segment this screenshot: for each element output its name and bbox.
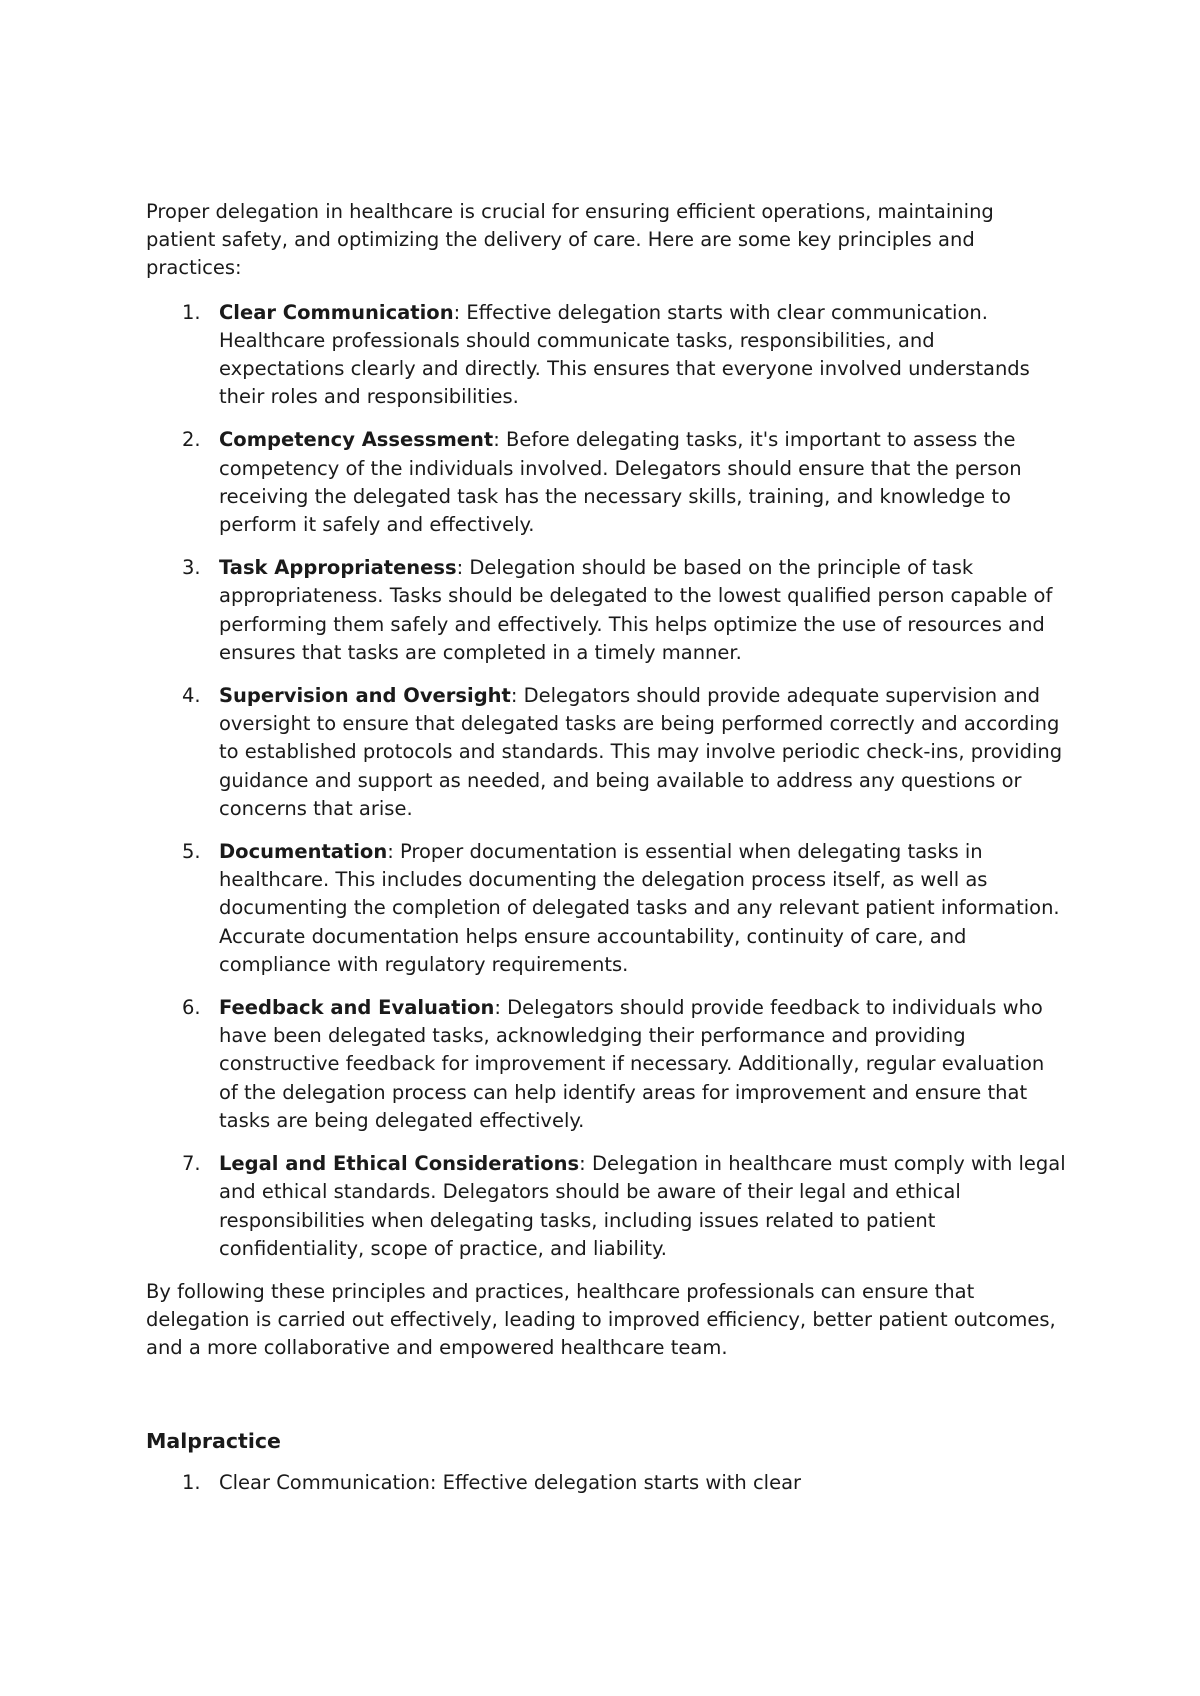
list-item [146, 426, 1066, 539]
malpractice-heading: Malpractice [146, 1428, 281, 1453]
list-number: 1. [182, 300, 201, 324]
principle-text: : Delegators should provide adequate supervision and oversight to ensure that delegated tasks are being performed correctly and according to established protocols and standards. This may involve periodic check-ins, providing guidance and support as needed, and being available to address any questions or concerns that arise. [219, 684, 1063, 820]
list-item [146, 1469, 1066, 1497]
principle-term: Clear Communication [219, 300, 454, 324]
list-item [146, 554, 1066, 667]
principle-term: Supervision and Oversight [219, 684, 511, 708]
list-item [146, 682, 1066, 823]
principles-list [146, 299, 1066, 1263]
list-number: 6. [182, 996, 201, 1020]
principle-term: Feedback and Evaluation [219, 996, 495, 1020]
principle-term: Legal and Ethical Considerations [219, 1152, 580, 1176]
principle-text: : Delegation should be based on the principle of task appropriateness. Tasks should be delegated to the lowest qualified person capable of performing them safely and effectively. This helps optimize the use of resources and ensures that tasks are completed in a timely manner. [219, 556, 1053, 664]
list-item [146, 1150, 1066, 1263]
principle-term: Documentation [219, 840, 388, 864]
list-item [146, 838, 1066, 979]
principle-text: : Delegators should provide feedback to individuals who have been delegated tasks, acknowledging their performance and providing constructive feedback for improvement if necessary. Additionally, regular evaluation of the delegation process can help identify areas for improvement and ensure that tasks are being delegated effectively. [219, 996, 1045, 1132]
principle-term: Competency Assessment [219, 428, 494, 452]
document-page [146, 198, 1066, 1497]
principle-text: : Proper documentation is essential when delegating tasks in healthcare. This includes documenting the delegation process itself, as well as documenting the completion of delegated tasks and any relevant patient information. Accurate documentation helps ensure accountability, continuity of care, and compliance with regulatory requirements. [219, 840, 1060, 976]
list-number: 2. [182, 428, 201, 452]
list-number: 7. [182, 1152, 201, 1176]
list-number: 1. [182, 1470, 201, 1494]
list-number: 4. [182, 684, 201, 708]
intro-paragraph: Proper delegation in healthcare is crucial for ensuring efficient operations, maintaining patient safety, and optimizing the delivery of care. Here are some key principles and practices: [146, 200, 994, 280]
principle-text: : Before delegating tasks, it's important to assess the competency of the individuals involved. Delegators should ensure that the person receiving the delegated task has the necessary skills, training, and knowledge to perform it safely and effectively. [219, 428, 1022, 537]
list-number: 3. [182, 556, 201, 580]
malpractice-item-text: Clear Communication: Effective delegation starts with clear [219, 1470, 802, 1494]
principle-text: : Delegation in healthcare must comply with legal and ethical standards. Delegators should be aware of their legal and ethical responsibilities when delegating tasks, including issues related to patient confidentiality, scope of practice, and liability. [219, 1152, 1066, 1260]
list-item [146, 994, 1066, 1135]
malpractice-list [146, 1469, 1066, 1497]
principle-term: Task Appropriateness [219, 556, 457, 580]
closing-paragraph: By following these principles and practices, healthcare professionals can ensure that delegation is carried out effectively, leading to improved efficiency, better patient outcomes, and a more collaborative and empowered healthcare team. [146, 1279, 1056, 1360]
principle-text: : Effective delegation starts with clear communication. Healthcare professionals should communicate tasks, responsibilities, and expectations clearly and directly. This ensures that everyone involved understands their roles and responsibilities. [219, 300, 1030, 409]
list-number: 5. [182, 840, 201, 864]
list-item [146, 299, 1066, 412]
